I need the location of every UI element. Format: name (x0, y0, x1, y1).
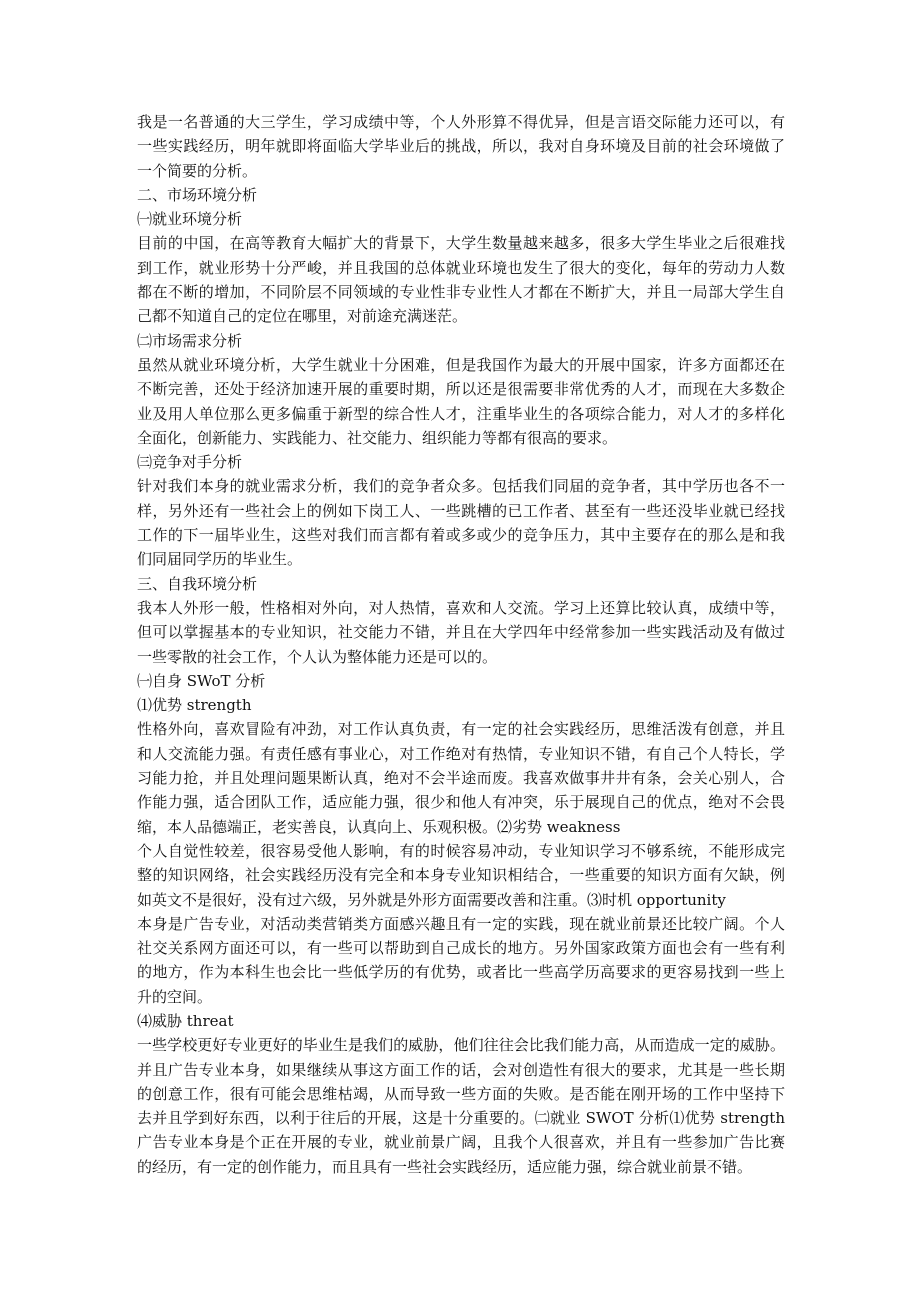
text-line: 并且广告专业本身，如果继续从事这方面工作的话，会对创造性有很大的要求，尤其是一些长期 (137, 1060, 785, 1079)
item-heading: ⑷威胁 threat (137, 1011, 234, 1030)
subsection-heading: ㈡市场需求分析 (137, 331, 243, 350)
text-line: 作能力强，适合团队工作，适应能力强，很少和他人有冲突，乐于展现自己的优点，绝对不会畏 (137, 793, 785, 812)
text-line: 针对我们本身的就业需求分析，我们的竞争者众多。包括我们同届的竞争者，其中学历也各不一 (137, 477, 785, 496)
text-line: 习能力抢，并且处理问题果断认真，绝对不会半途而废。我喜欢做事井井有条，会关心别人，合 (137, 769, 785, 788)
document-body (137, 110, 785, 1179)
text-line: 我是一名普通的大三学生，学习成绩中等，个人外形算不得优异，但是言语交际能力还可以，有 (137, 113, 785, 131)
text-line: 到工作，就业形势十分严峻，并且我国的总体就业环境也发生了很大的变化，每年的劳动力人数 (137, 258, 785, 277)
text-line: 社交关系网方面还可以，有一些可以帮助到自己成长的地方。另外国家政策方面也会有一些有利 (137, 939, 785, 958)
text-line: 工作的下一届毕业生，这些对我们而言都有着或多或少的竞争压力，其中主要存在的那么是和我 (137, 526, 785, 545)
text-line: 个人自觉性较差，很容易受他人影响，有的时候容易冲动，专业知识学习不够系统，不能形成完 (137, 841, 785, 860)
subsection-heading: ㈠就业环境分析 (137, 210, 243, 229)
text-line: 一些学校更好专业更好的毕业生是我们的威胁，他们往往会比我们能力高，从而造成一定的威胁。 (137, 1036, 785, 1055)
text-line: 一些零散的社会工作，个人认为整体能力还是可以的。 (137, 647, 498, 666)
subsection-heading: ㈠自身 SWoT 分析 (137, 671, 266, 690)
text-line: 目前的中国，在高等教育大幅扩大的背景下，大学生数量越来越多，很多大学生毕业之后很难找 (137, 234, 785, 253)
text-line: 升的空间。 (137, 987, 213, 1006)
text-line: 样，另外还有一些社会上的例如下岗工人、一些跳槽的已工作者、甚至有一些还没毕业就已经找 (137, 501, 785, 520)
section-heading: 二、市场环境分析 (137, 185, 258, 204)
text-line: 己都不知道自己的定位在哪里，对前途充满迷茫。 (137, 307, 468, 326)
text-line: 本身是广告专业，对活动类营销类方面感兴趣且有一定的实践，现在就业前景还比较广阔。个人 (137, 914, 785, 933)
text-line: 一些实践经历，明年就即将面临大学毕业后的挑战，所以，我对自身环境及目前的社会环境做了 (137, 137, 785, 156)
text-line: 的创意工作，很有可能会思维枯竭，从而导致一些方面的失败。是否能在刚开场的工作中坚持下 (137, 1084, 785, 1103)
text-line: 去并且学到好东西，以利于往后的开展，这是十分重要的。㈡就业 SWOT 分析⑴优势 strength (137, 1109, 785, 1128)
text-line: 整的知识网络，社会实践经历没有完全和本身专业知识相结合，一些重要的知识方面有欠缺，例 (137, 866, 785, 885)
text-line: 都在不断的增加，不同阶层不同领域的专业性非专业性人才都在不断扩大，并且一局部大学生自 (137, 283, 785, 302)
text-line: 的经历，有一定的创作能力，而且具有一些社会实践经历，适应能力强，综合就业前景不错。 (137, 1157, 753, 1176)
text-line: 我本人外形一般，性格相对外向，对人热情，喜欢和人交流。学习上还算比较认真，成绩中等， (137, 598, 785, 617)
subsection-heading: ㈢竞争对手分析 (137, 453, 243, 472)
item-heading: ⑴优势 strength (137, 696, 252, 715)
text-line: 如英文不是很好，没有过六级，另外就是外形方面需要改善和注重。⑶时机 opportunity (137, 890, 726, 909)
section-heading: 三、自我环境分析 (137, 574, 258, 593)
text-line: 业及用人单位那么更多偏重于新型的综合性人才，注重毕业生的各项综合能力，对人才的多样化 (137, 404, 785, 423)
text-line: 全面化，创新能力、实践能力、社交能力、组织能力等都有很高的要求。 (137, 428, 618, 447)
text-line: 们同届同学历的毕业生。 (137, 550, 303, 569)
text-line: 性格外向，喜欢冒险有冲劲，对工作认真负责，有一定的社会实践经历，思维活泼有创意，并且 (137, 720, 785, 739)
text-line: 和人交流能力强。有责任感有事业心，对工作绝对有热情，专业知识不错，有自己个人特长，学 (137, 744, 785, 763)
text-line: 广告专业本身是个正在开展的专业，就业前景广阔，且我个人很喜欢，并且有一些参加广告比赛 (137, 1133, 785, 1152)
text-line: 但可以掌握基本的专业知识，社交能力不错，并且在大学四年中经常参加一些实践活动及有做过 (137, 623, 785, 642)
text-line: 虽然从就业环境分析，大学生就业十分困难，但是我国作为最大的开展中国家，许多方面都还在 (137, 355, 785, 374)
text-line: 不断完善，还处于经济加速开展的重要时期，所以还是很需要非常优秀的人才，而现在大多数企 (137, 380, 785, 399)
text-line: 缩，本人品德端正，老实善良，认真向上、乐观积极。⑵劣势 weakness (137, 817, 621, 836)
text-line: 一个简要的分析。 (137, 161, 258, 180)
text-line: 的地方，作为本科生也会比一些低学历的有优势，或者比一些高学历高要求的更容易找到一些上 (137, 963, 785, 982)
